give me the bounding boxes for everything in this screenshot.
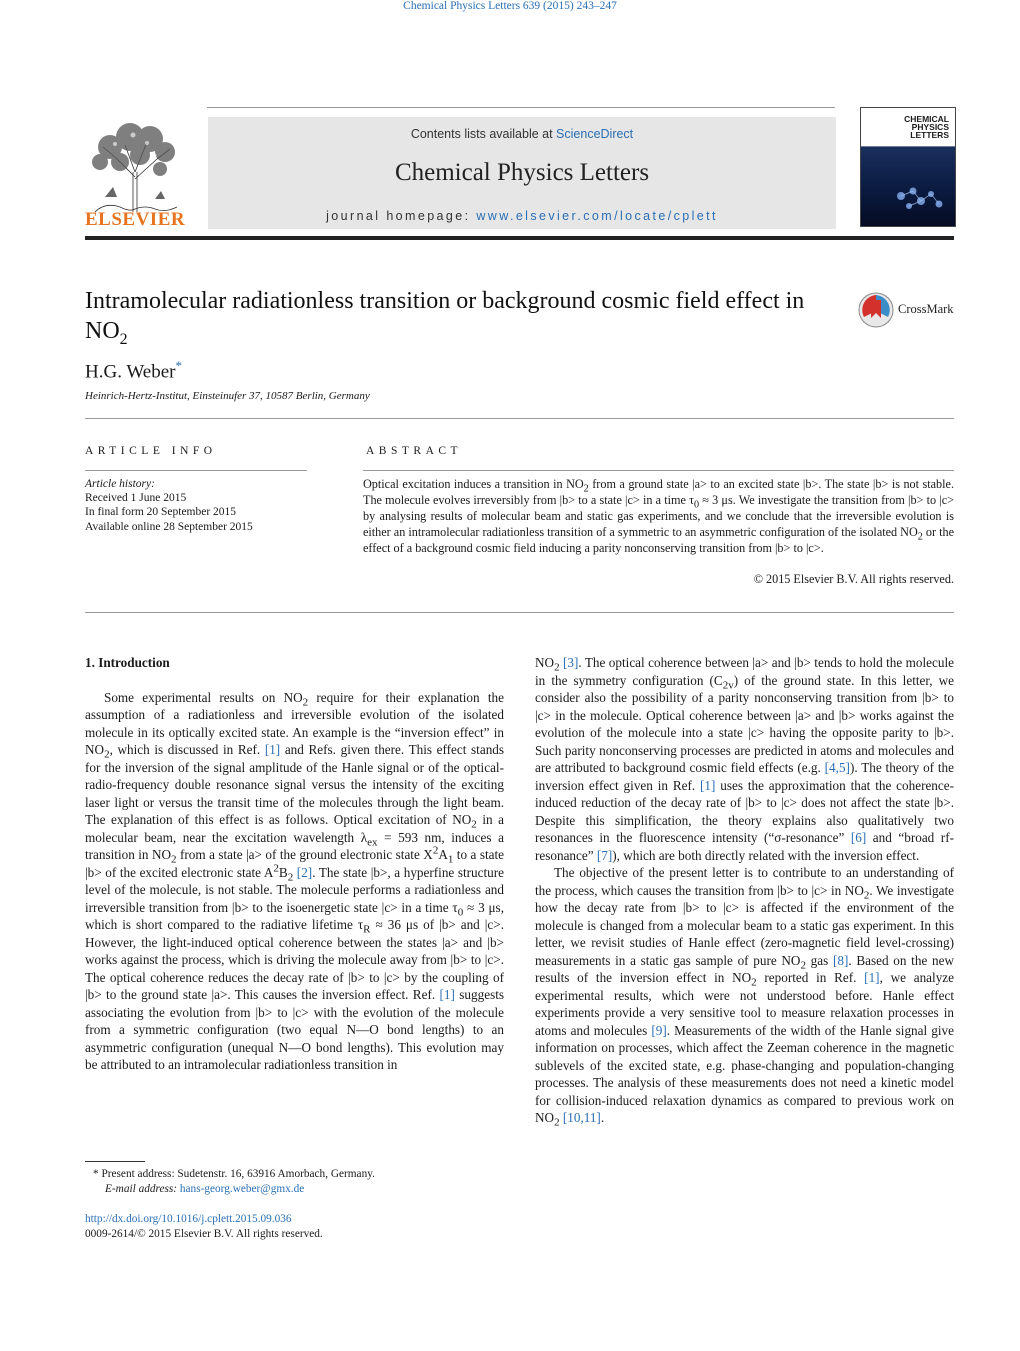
ref-link-8[interactable]: [8] (832, 952, 849, 968)
ref-link-1b[interactable]: [1] (439, 987, 455, 1002)
ref-link-1[interactable]: [1] (264, 742, 281, 757)
journal-name: Chemical Physics Letters (394, 159, 650, 186)
paragraph: Some experimental results on $NO_2$ require for their explanation the assumption of a radiationless and irreversible evolution of the isolated molecule in its optically excited state. An example is the “inversion effect” in $NO_2$, which is discussed in Ref. [1] and Refs. given there. This effect stands for the inversion of the signal amplitude of the Hanle signal or of the optical-radio-frequency double resonance signal versus the intensity of the exciting laser light or versus the transit time of the molecules through the light beam. The explanation of this effect is as follows. Optical excitation of $NO_2$ in a molecular beam, near the excitation wavelength $\lambda_{ex} = 593$ nm, induces a transition in $NO_2$ from a state |a> of the ground electronic state $X^2A_1$ to a state |b> of the excited electronic state $A^2B_2$ [2]. The state |b>, a hyperfine structure level of the molecule, is not stable. The molecule performs a radiationless and irreversible transition from |b> to the isoenergetic state |c> in a time $\tau_0 \approx 3$ μs, which is short compared to the radiative lifetime $\tau_R \approx 36$ μs of |b> and |c>. However, the light-induced optical coherence between the states |a> and |b> works against the process, which is driving the molecule away from |b> to |c>. The optical coherence reduces the decay rate of |b> to |c> by the coupling of |b> to the ground state |a>. This causes the inversion effect. Ref. [1] suggests associating the evolution from |b> to |c> with the evolution of the molecule from a symmetric configuration (two equal N—O bond lengths) to an asymmetric configuration (unequal N—O bond lengths). This evolution may be attributed to an intramolecular radiationless transition in (85, 689, 505, 1072)
journal-citation[interactable]: Chemical Physics Letters 639 (2015) 243–247 (403, 0, 617, 12)
ref-link-2[interactable]: [2] (296, 864, 313, 880)
ref-link-9[interactable]: [9] (651, 1022, 667, 1038)
crossmark-badge[interactable] (858, 291, 954, 329)
masthead-box (208, 117, 836, 229)
journal-homepage (208, 209, 836, 223)
title-separator (85, 418, 954, 419)
footnote-star: * (93, 1168, 99, 1180)
sciencedirect-link[interactable]: ScienceDirect (556, 127, 634, 141)
elsevier-wordmark: ELSEVIER (85, 209, 186, 230)
cover-molecule-art (861, 146, 955, 226)
paragraph: The objective of the present letter is to contribute to an understanding of the process, which causes the transition from |b> to |c> in $NO_2$. We investigate how the decay rate from |b> to |c> is affected if the environment of the molecule is changed from a molecular beam to a static gas experiment. In this letter, we revisit studies of Hanle effect (zero-magnetic field level-crossing) measurements in a static gas sample of pure $NO_2$ gas [8]. Based on the new results of the inversion effect in $NO_2$ reported in Ref. [1], we analyze experimental results, which were not understood before. Hanle effect experiments provide a very sensitive tool to measure relaxation processes in atoms and molecules [9]. Measurements of the width of the Hanle signal give information on processes, which affect the Zeeman coherence in the magnetic sublevels of the excited state, e.g. phase-changing and population-changing processes. The analysis of these measurements does not need a kinetic model for collision-induced relaxation dynamics as compared to previous work on $NO_2$ [10,11]. (535, 865, 954, 1129)
ref-link-4-5[interactable]: [4,5] (824, 760, 850, 775)
section-heading-introduction: 1. Introduction (85, 655, 170, 670)
article-info-rule (85, 470, 307, 471)
abstract-bottom-rule (85, 612, 954, 613)
paragraph: $NO_2$ [3]. The optical coherence between |a> and |b> tends to hold the molecule in the symmetry configuration $(C_{2v})$ of the ground state. In this letter, we consider also the possibility of a parity nonconserving transition from |b> to |c> in the molecule. Optical coherence between |a> and |b> works against the evolution of the molecule into a state |c> having the opposite parity to |b>. Such parity nonconserving processes are predicted in atoms and molecules and are attributed to background cosmic field effects (e.g. [4,5]). The theory of the inversion effect given in Ref. [1] uses the approximation that the coherence-induced reduction of the decay rate of |b> to |c> does not affect the state |b>. Despite this simplification, the theory explains also qualitatively two resonances in the fluorescence intensity (“σ-resonance” [6] and “broad rf-resonance” [7]), which are both directly related with the inversion effect. (535, 655, 955, 863)
cover-title: CHEMICAL PHYSICS LETTERS (904, 114, 949, 140)
author-footnote-mark[interactable]: * (175, 358, 182, 373)
abstract-heading: ABSTRACT (366, 445, 463, 457)
abstract-text: Optical excitation induces a transition in $NO_2$ from a ground state |a> to an excited state |b>. The state |b> is not stable. The molecule evolves irreversibly from |b> to a state |c> in a time $\tau_0 \approx 3$ μs. We investigate the transition from |b> to |c> by analysing results of molecular beam and static gas experiments, and we conclude that the irreversible evolution is either an intramolecular radiationless transition of a symmetric to an asymmetric configuration of the isolated $NO_2$ or the effect of a background cosmic field inducing a parity nonconserving transition from |b> to |c>. (363, 477, 955, 555)
doi-link[interactable]: http://dx.doi.org/10.1016/j.cplett.2015.09.036 (85, 1213, 292, 1225)
ref-link-1d[interactable]: [1] (864, 970, 880, 985)
ref-link-6[interactable]: [6] (850, 830, 867, 845)
crossmark-label: CrossMark (898, 302, 954, 316)
contents-prefix: Contents lists available at (410, 127, 557, 141)
footer (85, 1212, 323, 1241)
body-column-left (85, 654, 504, 1074)
body-column-right (535, 654, 954, 1127)
issn-copyright: 0009-2614/© 2015 Elsevier B.V. All rights reserved. (85, 1227, 323, 1240)
ref-link-1c[interactable]: [1] (700, 777, 716, 793)
ref-link-10-11[interactable]: [10,11] (562, 1110, 601, 1125)
masthead (85, 107, 954, 230)
author-affiliation: Heinrich-Hertz-Institut, Einsteinufer 37, 10587 Berlin, Germany (85, 390, 370, 402)
footnote-rule (85, 1161, 145, 1162)
journal-cover-thumbnail[interactable] (860, 107, 956, 227)
article-title: Intramolecular radiationless transition or background cosmic field effect in $NO_2$ (85, 288, 805, 348)
homepage-prefix: journal homepage: (326, 209, 477, 223)
masthead-bottom-rule (85, 236, 954, 240)
author-email-link[interactable]: hans-georg.weber@gmx.de (179, 1182, 305, 1195)
homepage-link[interactable]: www.elsevier.com/locate/cplett (476, 209, 718, 223)
abstract-rule (363, 470, 954, 471)
crossmark-icon (858, 291, 894, 329)
abstract-copyright: © 2015 Elsevier B.V. All rights reserved. (753, 572, 954, 586)
ref-link-7[interactable]: [7] (596, 847, 613, 863)
email-label: E-mail address: (105, 1182, 180, 1195)
article-info-heading: ARTICLE INFO (85, 445, 217, 457)
footnote: * Present address: Sudetenstr. 16, 63916 Amorbach, Germany. E-mail address: hans-georg.weber@gmx.de (93, 1168, 375, 1195)
ref-link-3[interactable]: [3] (563, 655, 579, 670)
contents-line (208, 127, 836, 141)
article-history: Article history: Received 1 June 2015 In final form 20 September 2015 Available online 28 September 2015 (85, 478, 253, 533)
author-name: H.G. Weber* (85, 358, 182, 383)
